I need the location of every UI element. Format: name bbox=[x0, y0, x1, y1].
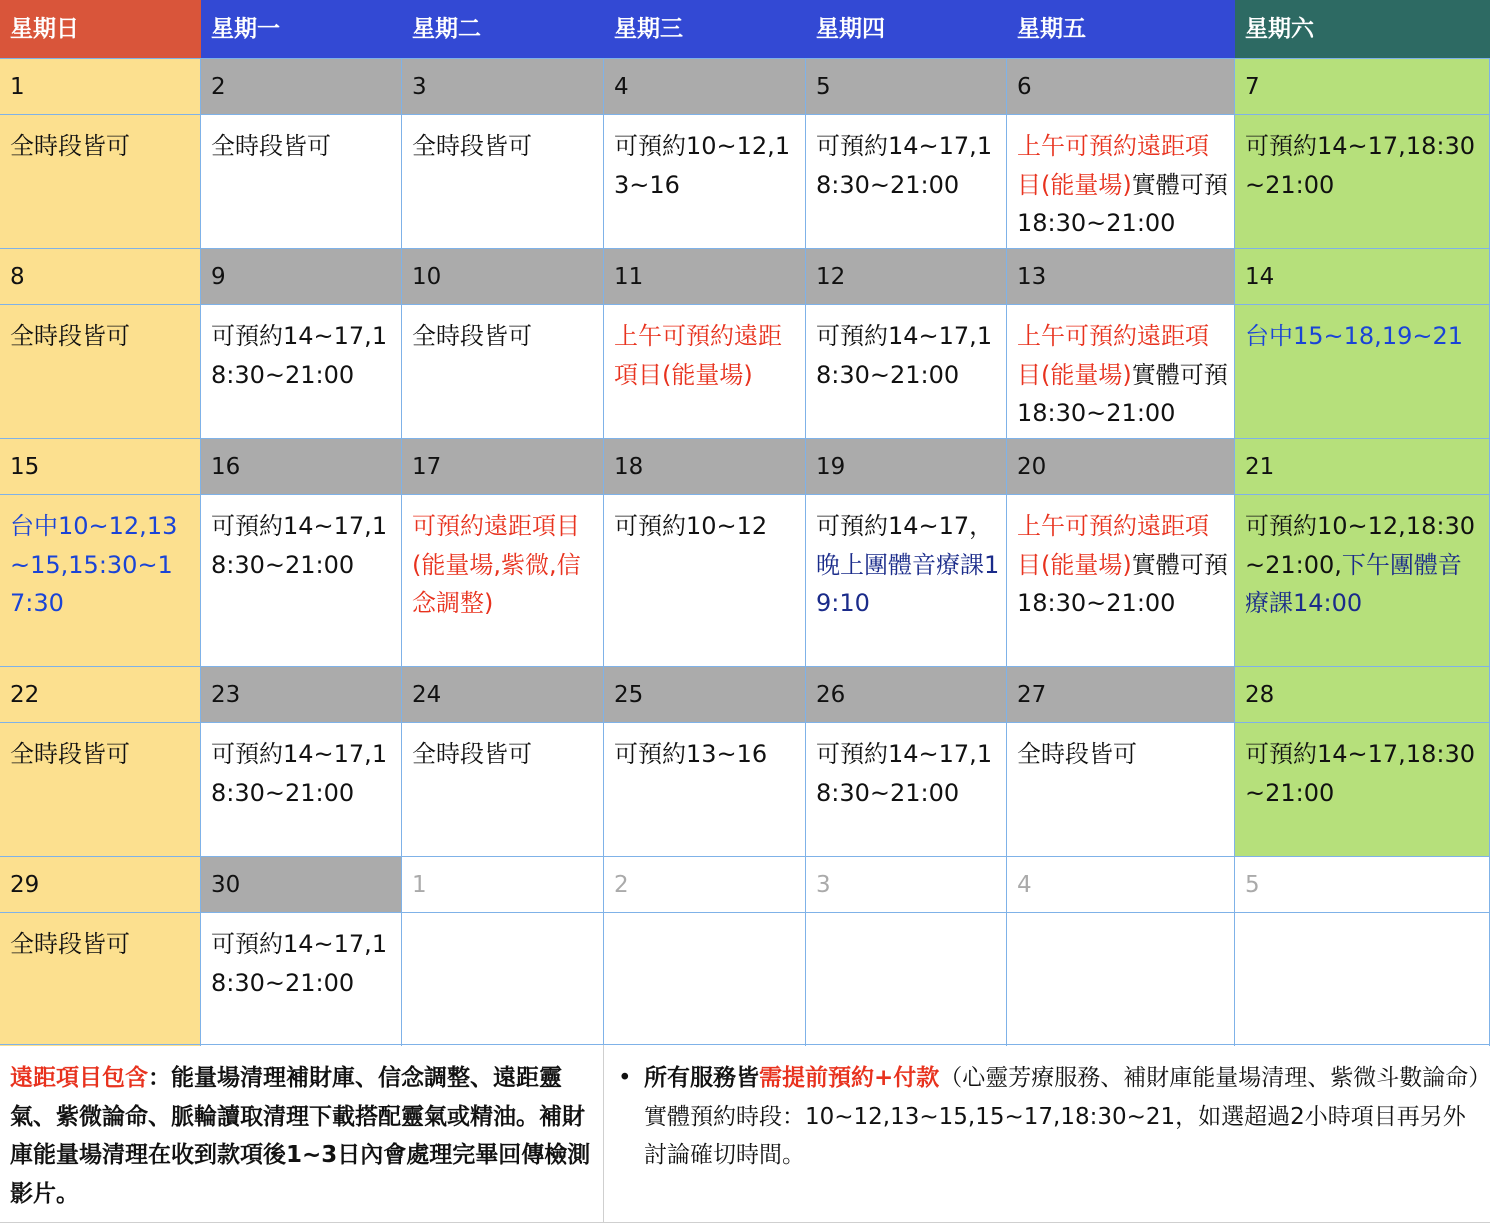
day-number: 6 bbox=[1007, 58, 1235, 115]
availability-text: 實體可預18:30~21:00 bbox=[1017, 360, 1228, 427]
booking-policy-note bbox=[604, 1045, 1490, 1223]
day-availability bbox=[1235, 114, 1490, 248]
date-number-row bbox=[0, 856, 1490, 912]
day-availability bbox=[1235, 722, 1490, 856]
availability-text: 全時段皆可 bbox=[211, 132, 331, 160]
weekday-header: 星期五 bbox=[1007, 0, 1235, 58]
weekday-header-row bbox=[0, 0, 1490, 58]
day-number: 25 bbox=[604, 666, 806, 723]
day-availability bbox=[0, 722, 201, 856]
date-number-row bbox=[0, 58, 1490, 114]
day-number: 13 bbox=[1007, 248, 1235, 305]
day-number: 27 bbox=[1007, 666, 1235, 723]
availability-text: 可預約14~17,18:30~21:00 bbox=[816, 740, 993, 807]
availability-text: 全時段皆可 bbox=[412, 740, 532, 768]
day-number: 29 bbox=[0, 856, 201, 913]
day-number: 26 bbox=[806, 666, 1007, 723]
availability-text: 實體可預18:30~21:00 bbox=[1017, 550, 1228, 617]
day-availability bbox=[402, 304, 604, 438]
day-availability bbox=[806, 912, 1007, 1046]
day-number: 11 bbox=[604, 248, 806, 305]
policy-prefix: 所有服務皆 bbox=[644, 1065, 759, 1091]
day-availability bbox=[0, 912, 201, 1046]
day-number: 28 bbox=[1235, 666, 1490, 723]
remote-services-text: ：能量場清理補財庫、信念調整、遠距靈氣、紫微論命、脈輪讀取清理下載搭配靈氣或精油。補財庫能量場清理在收到款項後1~3日內會處理完畢回傳檢測影片。 bbox=[10, 1065, 591, 1207]
day-detail-row bbox=[0, 494, 1490, 666]
day-availability bbox=[402, 114, 604, 248]
day-availability bbox=[1007, 114, 1235, 248]
availability-text: 全時段皆可 bbox=[10, 740, 130, 768]
day-availability bbox=[402, 722, 604, 856]
policy-highlight: 需提前預約+付款 bbox=[759, 1065, 940, 1091]
date-number-row bbox=[0, 438, 1490, 494]
day-availability bbox=[604, 494, 806, 666]
day-availability bbox=[201, 912, 402, 1046]
day-number: 23 bbox=[201, 666, 402, 723]
availability-text: 可預約遠距項目(能量場,紫微,信念調整) bbox=[412, 512, 581, 617]
availability-text: 可預約10~12,18:30~21:00, bbox=[1245, 512, 1475, 579]
day-availability bbox=[201, 304, 402, 438]
week-row bbox=[0, 666, 1490, 856]
week-row bbox=[0, 856, 1490, 1046]
availability-text: 可預約14~17,18:30~21:00 bbox=[816, 322, 993, 389]
availability-text: 可預約14~17,18:30~21:00 bbox=[211, 740, 388, 807]
availability-text: 全時段皆可 bbox=[1017, 740, 1137, 768]
day-number: 1 bbox=[0, 58, 201, 115]
availability-text: 下午團體音療課14:00 bbox=[1245, 550, 1462, 617]
availability-text: 可預約14~17,18:30~21:00 bbox=[1245, 132, 1475, 199]
weekday-header: 星期日 bbox=[0, 0, 201, 58]
day-detail-row bbox=[0, 722, 1490, 856]
day-availability bbox=[604, 722, 806, 856]
day-number: 4 bbox=[1007, 856, 1235, 913]
day-number: 21 bbox=[1235, 438, 1490, 495]
availability-text: 上午可預約遠距項目(能量場) bbox=[614, 322, 782, 389]
day-number: 19 bbox=[806, 438, 1007, 495]
day-availability bbox=[1235, 912, 1490, 1046]
day-number: 17 bbox=[402, 438, 604, 495]
day-number: 5 bbox=[1235, 856, 1490, 913]
date-number-row bbox=[0, 666, 1490, 722]
day-availability bbox=[604, 304, 806, 438]
availability-text: 可預約14~17,18:30~21:00 bbox=[816, 132, 993, 199]
availability-text: 可預約14~17,18:30~21:00 bbox=[211, 322, 388, 389]
date-number-row bbox=[0, 248, 1490, 304]
day-availability bbox=[604, 912, 806, 1046]
day-availability bbox=[402, 494, 604, 666]
day-number: 7 bbox=[1235, 58, 1490, 115]
availability-text: 全時段皆可 bbox=[10, 930, 130, 958]
remote-services-note bbox=[0, 1045, 604, 1223]
day-availability bbox=[806, 722, 1007, 856]
calendar-weeks bbox=[0, 58, 1490, 1046]
remote-services-label: 遠距項目包含 bbox=[10, 1065, 148, 1091]
footer-notes bbox=[0, 1044, 1490, 1223]
day-number: 16 bbox=[201, 438, 402, 495]
day-availability bbox=[806, 494, 1007, 666]
day-number: 12 bbox=[806, 248, 1007, 305]
weekday-header: 星期二 bbox=[402, 0, 604, 58]
day-number: 8 bbox=[0, 248, 201, 305]
weekday-header: 星期六 bbox=[1235, 0, 1490, 58]
day-availability bbox=[1007, 304, 1235, 438]
day-number: 1 bbox=[402, 856, 604, 913]
day-availability bbox=[1235, 304, 1490, 438]
availability-text: 全時段皆可 bbox=[412, 132, 532, 160]
day-number: 20 bbox=[1007, 438, 1235, 495]
day-detail-row bbox=[0, 912, 1490, 1046]
day-availability bbox=[604, 114, 806, 248]
day-availability bbox=[1007, 912, 1235, 1046]
day-availability bbox=[1007, 494, 1235, 666]
day-detail-row bbox=[0, 304, 1490, 438]
day-availability bbox=[0, 304, 201, 438]
week-row bbox=[0, 438, 1490, 666]
day-number: 4 bbox=[604, 58, 806, 115]
week-row bbox=[0, 248, 1490, 438]
availability-text: 實體可預18:30~21:00 bbox=[1017, 170, 1228, 237]
availability-text: 可預約10~12 bbox=[614, 512, 768, 540]
day-availability bbox=[201, 722, 402, 856]
availability-text: 全時段皆可 bbox=[10, 322, 130, 350]
day-availability bbox=[402, 912, 604, 1046]
availability-text: 可預約14~17,18:30~21:00 bbox=[211, 512, 388, 579]
day-number: 5 bbox=[806, 58, 1007, 115]
weekday-header: 星期四 bbox=[806, 0, 1007, 58]
day-number: 30 bbox=[201, 856, 402, 913]
availability-text: 上午可預約遠距項目(能量場) bbox=[1017, 322, 1209, 389]
day-number: 2 bbox=[201, 58, 402, 115]
policy-text: （心靈芳療服務、補財庫能量場清理、紫微斗數論命）實體預約時段：10~12,13~15,15~17,18:30~21，如選超過2小時項目再另外討論確切時間。 bbox=[644, 1065, 1480, 1168]
day-number: 15 bbox=[0, 438, 201, 495]
availability-text: 可預約13~16 bbox=[614, 740, 768, 768]
availability-text: 全時段皆可 bbox=[10, 132, 130, 160]
availability-text: 台中15~18,19~21 bbox=[1245, 322, 1464, 350]
day-number: 24 bbox=[402, 666, 604, 723]
day-number: 2 bbox=[604, 856, 806, 913]
day-availability bbox=[1235, 494, 1490, 666]
day-number: 9 bbox=[201, 248, 402, 305]
day-availability bbox=[201, 114, 402, 248]
day-availability bbox=[806, 304, 1007, 438]
availability-text: 上午可預約遠距項目(能量場) bbox=[1017, 132, 1209, 199]
availability-text: 可預約14~17,18:30~21:00 bbox=[211, 930, 388, 997]
day-number: 10 bbox=[402, 248, 604, 305]
availability-text: 可預約14~17， bbox=[816, 512, 994, 540]
day-availability bbox=[0, 494, 201, 666]
day-detail-row bbox=[0, 114, 1490, 248]
day-number: 3 bbox=[806, 856, 1007, 913]
availability-text: 台中10~12,13~15,15:30~17:30 bbox=[10, 512, 178, 617]
day-number: 18 bbox=[604, 438, 806, 495]
weekday-header: 星期三 bbox=[604, 0, 806, 58]
day-availability bbox=[1007, 722, 1235, 856]
week-row bbox=[0, 58, 1490, 248]
availability-text: 晚上團體音療課19:10 bbox=[816, 550, 1000, 617]
day-number: 22 bbox=[0, 666, 201, 723]
day-number: 3 bbox=[402, 58, 604, 115]
bullet-icon: • bbox=[618, 1065, 632, 1091]
availability-text: 上午可預約遠距項目(能量場) bbox=[1017, 512, 1209, 579]
availability-text: 可預約10~12,13~16 bbox=[614, 132, 791, 199]
availability-text: 全時段皆可 bbox=[412, 322, 532, 350]
availability-text: 可預約14~17,18:30~21:00 bbox=[1245, 740, 1475, 807]
day-number: 14 bbox=[1235, 248, 1490, 305]
day-availability bbox=[806, 114, 1007, 248]
day-availability bbox=[201, 494, 402, 666]
day-availability bbox=[0, 114, 201, 248]
weekday-header: 星期一 bbox=[201, 0, 402, 58]
